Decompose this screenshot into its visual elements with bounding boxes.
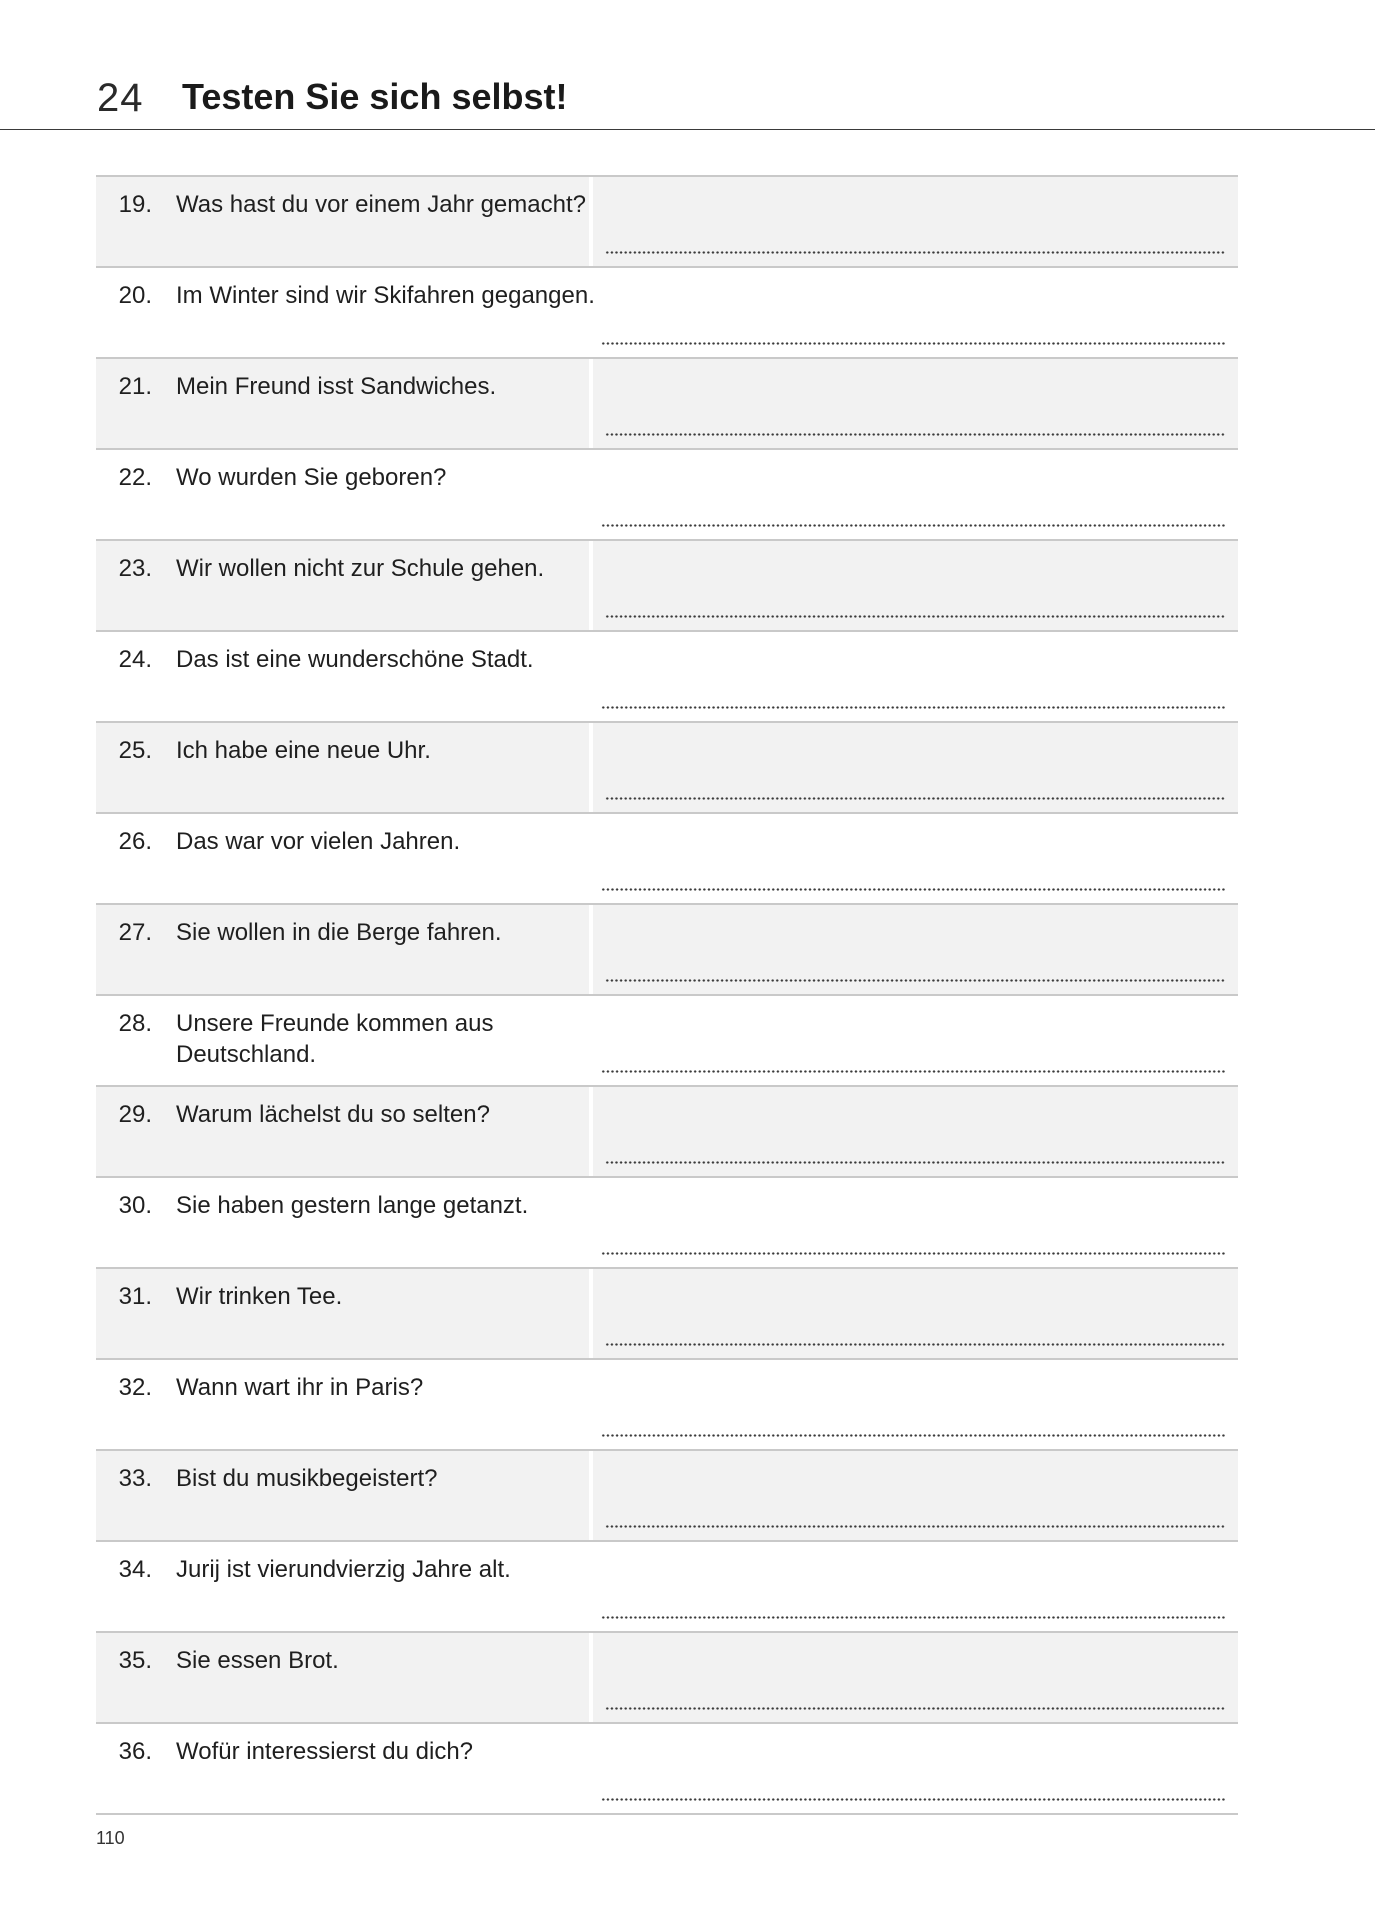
item-sentence: Bist du musikbegeistert?: [176, 1465, 438, 1492]
exercise-row: [96, 632, 1238, 723]
answer-cell[interactable]: [589, 632, 1238, 721]
exercise-row: [96, 541, 1238, 632]
item-sentence: Wir wollen nicht zur Schule gehen.: [176, 555, 545, 582]
answer-dotted-line[interactable]: [605, 433, 1226, 436]
answer-cell[interactable]: [589, 1269, 1238, 1358]
answer-dotted-line[interactable]: [601, 1798, 1226, 1801]
answer-cell[interactable]: [589, 1360, 1238, 1449]
answer-dotted-line[interactable]: [605, 1161, 1226, 1164]
exercise-row: [96, 996, 1238, 1087]
answer-dotted-line[interactable]: [601, 706, 1226, 709]
item-number: 32.: [118, 1374, 152, 1401]
chapter-number: 24: [97, 76, 144, 120]
exercise-row: [96, 1633, 1238, 1724]
item-sentence: Das war vor vielen Jahren.: [176, 828, 461, 855]
item-number: 19.: [118, 191, 152, 218]
item-number: 29.: [118, 1101, 152, 1128]
answer-cell[interactable]: [589, 359, 1238, 448]
item-sentence: Sie wollen in die Berge fahren.: [176, 919, 502, 946]
item-number: 35.: [118, 1647, 152, 1674]
exercise-row: [96, 1724, 1238, 1815]
item-number: 30.: [118, 1192, 152, 1219]
exercise-row: [96, 1178, 1238, 1269]
answer-dotted-line[interactable]: [605, 1343, 1226, 1346]
item-sentence: Das ist eine wunderschöne Stadt.: [176, 646, 534, 673]
answer-cell[interactable]: [589, 541, 1238, 630]
exercise-row: [96, 450, 1238, 541]
answer-cell[interactable]: [589, 268, 1238, 357]
item-number: 22.: [118, 464, 152, 491]
answer-dotted-line[interactable]: [601, 1434, 1226, 1437]
item-sentence: Mein Freund isst Sandwiches.: [176, 373, 497, 400]
answer-dotted-line[interactable]: [601, 524, 1226, 527]
answer-cell[interactable]: [589, 905, 1238, 994]
item-sentence: Wir trinken Tee.: [176, 1283, 343, 1310]
exercise-row: [96, 723, 1238, 814]
item-sentence: Warum lächelst du so selten?: [176, 1101, 490, 1128]
item-number: 21.: [118, 373, 152, 400]
answer-dotted-line[interactable]: [605, 797, 1226, 800]
answer-dotted-line[interactable]: [605, 1525, 1226, 1528]
exercise-row: [96, 814, 1238, 905]
exercise-row: [96, 905, 1238, 996]
page-number: 110: [96, 1828, 125, 1848]
answer-cell[interactable]: [589, 1087, 1238, 1176]
item-sentence: Im Winter sind wir Skifahren gegangen.: [176, 282, 595, 309]
answer-cell[interactable]: [589, 177, 1238, 266]
item-sentence: Ich habe eine neue Uhr.: [176, 737, 431, 764]
item-number: 24.: [118, 646, 152, 673]
answer-cell[interactable]: [589, 1633, 1238, 1722]
exercise-row: [96, 1451, 1238, 1542]
exercise-row: [96, 1269, 1238, 1360]
exercise-row: [96, 359, 1238, 450]
answer-dotted-line[interactable]: [601, 1616, 1226, 1619]
exercise-row: [96, 268, 1238, 359]
answer-cell[interactable]: [589, 1451, 1238, 1540]
answer-cell[interactable]: [589, 723, 1238, 812]
item-number: 25.: [118, 737, 152, 764]
item-number: 23.: [118, 555, 152, 582]
answer-dotted-line[interactable]: [601, 1252, 1226, 1255]
answer-cell[interactable]: [589, 1724, 1238, 1813]
answer-dotted-line[interactable]: [601, 1070, 1226, 1073]
item-sentence: Wo wurden Sie geboren?: [176, 464, 447, 491]
exercise-row: [96, 1360, 1238, 1451]
item-number: 28.: [118, 1010, 152, 1037]
item-sentence: Wann wart ihr in Paris?: [176, 1374, 424, 1401]
item-sentence: Sie haben gestern lange getanzt.: [176, 1192, 529, 1219]
item-number: 27.: [118, 919, 152, 946]
answer-dotted-line[interactable]: [605, 979, 1226, 982]
item-number: 34.: [118, 1556, 152, 1583]
item-number: 26.: [118, 828, 152, 855]
answer-dotted-line[interactable]: [601, 342, 1226, 345]
exercise-table: [96, 175, 1238, 1815]
answer-dotted-line[interactable]: [605, 251, 1226, 254]
answer-cell[interactable]: [589, 1542, 1238, 1631]
page-header: [0, 0, 1375, 130]
answer-dotted-line[interactable]: [605, 615, 1226, 618]
answer-dotted-line[interactable]: [601, 888, 1226, 891]
answer-dotted-line[interactable]: [605, 1707, 1226, 1710]
item-sentence: Sie essen Brot.: [176, 1647, 339, 1674]
exercise-row: [96, 1087, 1238, 1178]
item-number: 33.: [118, 1465, 152, 1492]
item-sentence: Unsere Freunde kommen aus Deutschland.: [176, 1010, 494, 1068]
exercise-row: [96, 1542, 1238, 1633]
chapter-title: Testen Sie sich selbst!: [182, 76, 568, 117]
item-number: 36.: [118, 1738, 152, 1765]
item-number: 20.: [118, 282, 152, 309]
answer-cell[interactable]: [589, 1178, 1238, 1267]
item-sentence: Was hast du vor einem Jahr gemacht?: [176, 191, 586, 218]
item-sentence: Wofür interessierst du dich?: [176, 1738, 474, 1765]
exercise-row: [96, 177, 1238, 268]
item-sentence: Jurij ist vierundvierzig Jahre alt.: [176, 1556, 511, 1583]
answer-cell[interactable]: [589, 814, 1238, 903]
answer-cell[interactable]: [589, 450, 1238, 539]
answer-cell[interactable]: [589, 996, 1238, 1085]
item-number: 31.: [118, 1283, 152, 1310]
